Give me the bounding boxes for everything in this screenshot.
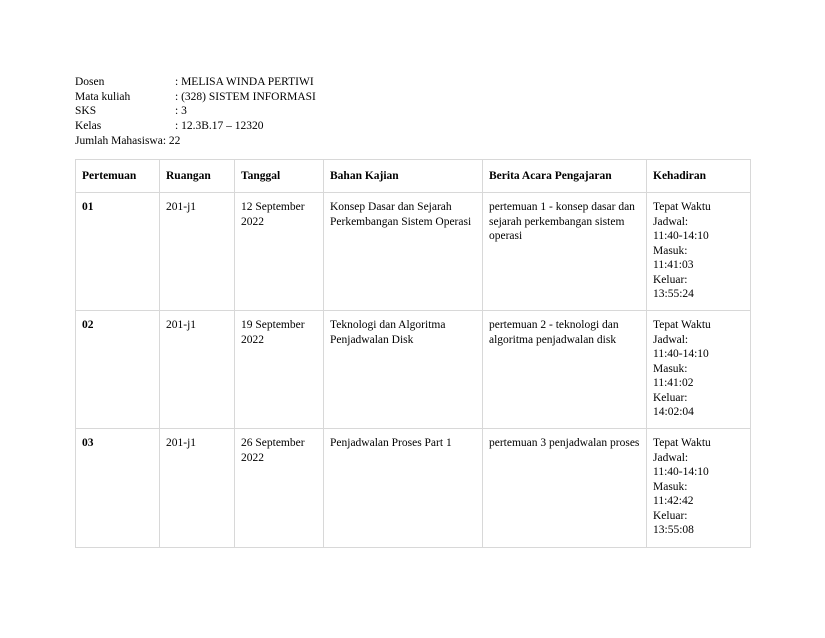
- cell-tanggal: 19 September 2022: [235, 311, 324, 429]
- matakuliah-label: Mata kuliah: [75, 90, 131, 103]
- table-row: [76, 311, 751, 429]
- info-sks: [75, 104, 316, 119]
- col-tanggal: Tanggal: [235, 160, 324, 193]
- cell-ruangan: 201-j1: [160, 429, 235, 548]
- sks-label: SKS: [75, 105, 97, 118]
- table-row: [76, 193, 751, 311]
- keluar-value: 13:55:24: [653, 288, 694, 300]
- cell-tanggal: 26 September 2022: [235, 429, 324, 548]
- jadwal-label: Jadwal:: [653, 333, 689, 346]
- cell-bahan-kajian: Konsep Dasar dan Sejarah Perkembangan Sistem Operasi: [324, 193, 483, 311]
- cell-pertemuan: 01: [76, 193, 160, 311]
- info-dosen: [75, 75, 316, 90]
- cell-bahan-kajian: Penjadwalan Proses Part 1: [324, 429, 483, 548]
- masuk-label: Masuk:: [653, 362, 688, 375]
- keluar-label: Keluar:: [653, 509, 688, 522]
- jadwal-label: Jadwal:: [653, 451, 689, 464]
- cell-berita-acara: pertemuan 2 - teknologi dan algoritma penjadwalan disk: [483, 311, 647, 429]
- masuk-value: 11:41:02: [653, 377, 694, 389]
- sks-value: : 3: [175, 105, 187, 118]
- keluar-value: 13:55:08: [653, 524, 694, 536]
- table-row: [76, 429, 751, 548]
- cell-tanggal: 12 September 2022: [235, 193, 324, 311]
- col-pertemuan: Pertemuan: [76, 160, 160, 193]
- masuk-value: 11:42:42: [653, 495, 694, 507]
- masuk-label: Masuk:: [653, 244, 688, 257]
- cell-pertemuan: 03: [76, 429, 160, 548]
- cell-pertemuan: 02: [76, 311, 160, 429]
- jadwal-value: 11:40-14:10: [653, 230, 709, 242]
- info-jumlah: [75, 134, 316, 149]
- cell-ruangan: 201-j1: [160, 193, 235, 311]
- dosen-label: Dosen: [75, 76, 105, 88]
- info-matakuliah: [75, 90, 316, 105]
- col-berita-acara: Berita Acara Pengajaran: [483, 160, 647, 193]
- kelas-value: : 12.3B.17 – 12320: [175, 120, 264, 133]
- masuk-label: Masuk:: [653, 480, 688, 493]
- cell-berita-acara: pertemuan 1 - konsep dasar dan sejarah perkembangan sistem operasi: [483, 193, 647, 311]
- matakuliah-value: : (328) SISTEM INFORMASI: [175, 90, 316, 103]
- kehadiran-status: Tepat Waktu: [653, 201, 711, 213]
- info-kelas: [75, 119, 316, 134]
- cell-kehadiran: [647, 193, 751, 311]
- keluar-label: Keluar:: [653, 273, 688, 286]
- table-header-row: [76, 160, 751, 193]
- jadwal-value: 11:40-14:10: [653, 348, 709, 360]
- jumlah-label: Jumlah Mahasiswa: [75, 134, 163, 147]
- kelas-label: Kelas: [75, 120, 102, 133]
- attendance-table: [75, 159, 751, 548]
- jumlah-value: : 22: [162, 134, 181, 147]
- col-bahan-kajian: Bahan Kajian: [324, 160, 483, 193]
- keluar-value: 14:02:04: [653, 406, 694, 418]
- cell-ruangan: 201-j1: [160, 311, 235, 429]
- masuk-value: 11:41:03: [653, 259, 694, 271]
- kehadiran-status: Tepat Waktu: [653, 437, 711, 449]
- cell-kehadiran: [647, 311, 751, 429]
- cell-kehadiran: [647, 429, 751, 548]
- cell-berita-acara: pertemuan 3 penjadwalan proses: [483, 429, 647, 548]
- keluar-label: Keluar:: [653, 391, 688, 404]
- jadwal-label: Jadwal:: [653, 215, 689, 228]
- course-info: [75, 75, 316, 149]
- dosen-value: : MELISA WINDA PERTIWI: [175, 76, 314, 88]
- col-ruangan: Ruangan: [160, 160, 235, 193]
- cell-bahan-kajian: Teknologi dan Algoritma Penjadwalan Disk: [324, 311, 483, 429]
- jadwal-value: 11:40-14:10: [653, 466, 709, 478]
- kehadiran-status: Tepat Waktu: [653, 319, 711, 331]
- col-kehadiran: Kehadiran: [647, 160, 751, 193]
